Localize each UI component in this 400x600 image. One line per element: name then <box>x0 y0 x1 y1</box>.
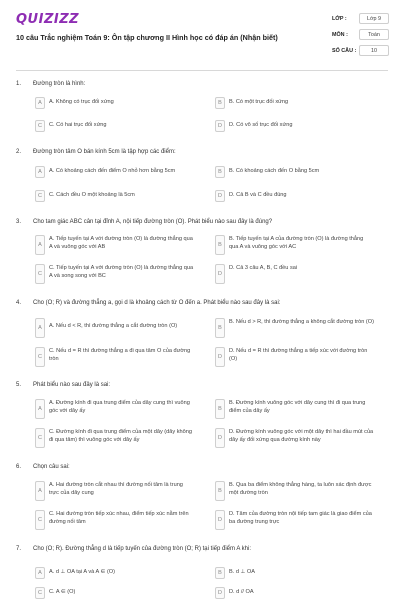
option-text: B. d ⊥ OA <box>229 569 256 575</box>
meta-class-value: Lớp 9 <box>359 13 389 24</box>
meta-subject-label: MÔN : <box>332 32 348 38</box>
option-text: D. Đường kính vuông góc với một dây thì hai đầu mút của dây ấy đối xứng qua đường kính này <box>229 429 374 443</box>
option-text: A. Đường kính đi qua trung điểm của dây cung thì vuông góc với dây ấy <box>49 400 190 414</box>
option-text: D. d // OA <box>229 589 254 595</box>
option-text: B. Nếu d > R, thì đường thẳng a không cắt đường tròn (O) <box>229 319 374 325</box>
option-letter: A <box>35 235 45 255</box>
question-text: Đường tròn là hình: <box>33 81 86 87</box>
option-text: C. Tiếp tuyến tại A với đường tròn (O) là đường thẳng qua A và song song với BC <box>49 265 194 279</box>
question-number: 2. <box>16 149 22 155</box>
header <box>0 0 400 70</box>
meta-count-label: SỐ CÂU : <box>332 48 357 54</box>
option-text: A. Có khoảng cách đến điểm O nhỏ hơn bằng 5cm <box>49 168 176 174</box>
meta-count-value: 10 <box>359 45 389 56</box>
option-letter: C <box>35 428 45 448</box>
option-text: C. Nếu d = R thì đường thẳng a đi qua tâm O của đường tròn <box>49 348 191 362</box>
question-text: Phát biểu nào sau đây là sai: <box>33 382 111 388</box>
option-letter: A <box>35 567 45 579</box>
option-letter: D <box>215 190 225 202</box>
option-text: C. Đường kính đi qua trung điểm của một dây (dây không đi qua tâm) thì vuông góc với dây ấy <box>49 429 192 443</box>
option-letter: D <box>215 428 225 448</box>
question-text: Chọn câu sai: <box>33 464 70 470</box>
option-letter: D <box>215 587 225 599</box>
option-text: B. Tiếp tuyến tại A của đường tròn (O) là đường thẳng qua A và vuông góc với AC <box>229 236 364 250</box>
option-letter: B <box>215 481 225 501</box>
option-text: D. Cả B và C đều đúng <box>229 192 287 198</box>
option-text: C. Cách đều O một khoảng là 5cm <box>49 192 135 198</box>
option-text: D. Nếu d = R thì đường thẳng a tiếp xúc với đường tròn (O) <box>229 348 368 362</box>
option-text: B. Đường kính vuông góc với dây cung thì đi qua trung điểm của dây ấy <box>229 400 366 414</box>
option-text: D. Có vô số trục đối xứng <box>229 122 293 128</box>
option-letter: D <box>215 510 225 530</box>
option-letter: A <box>35 97 45 109</box>
meta-count <box>332 45 390 57</box>
option-text: B. Có khoảng cách đến O bằng 5cm <box>229 168 320 174</box>
option-text: A. Hai đường tròn cắt nhau thì đường nối tâm là trung trực của dây cung <box>49 482 183 496</box>
option-letter: B <box>215 567 225 579</box>
option-text: A. Nếu d < R, thì đường thẳng a cắt đường tròn (O) <box>49 323 178 329</box>
option-letter: B <box>215 399 225 419</box>
question-text: Đường tròn tâm O bán kính 5cm là tập hợp các điểm: <box>33 149 176 155</box>
option-letter: C <box>35 190 45 202</box>
option-text: B. Có một trục đối xứng <box>229 99 289 105</box>
option-text: A. Không có trục đối xứng <box>49 99 114 105</box>
option-letter: C <box>35 264 45 284</box>
meta-class <box>332 13 390 25</box>
option-text: C. A ∈ (O) <box>49 589 76 595</box>
question-number: 3. <box>16 219 22 225</box>
option-letter: B <box>215 235 225 255</box>
option-letter: B <box>215 318 225 338</box>
question-number: 1. <box>16 81 22 87</box>
option-letter: C <box>35 120 45 132</box>
option-text: C. Hai đường tròn tiếp xúc nhau, điểm tiếp xúc nằm trên đường nối tâm <box>49 511 189 525</box>
option-text: D. Tâm của đường tròn nội tiếp tam giác là giao điểm của ba đường trung trực <box>229 511 372 525</box>
question-number: 4. <box>16 300 22 306</box>
option-letter: D <box>215 120 225 132</box>
option-text: A. Tiếp tuyến tại A với đường tròn (O) là đường thẳng qua A và vuông góc với AB <box>49 236 193 250</box>
option-text: A. d ⊥ OA tại A và A ∈ (O) <box>49 569 116 575</box>
option-text: C. Có hai trục đối xứng <box>49 122 107 128</box>
option-letter: C <box>35 510 45 530</box>
question-text: Cho (O; R). Đường thẳng d là tiếp tuyến của đường tròn (O; R) tại tiếp điểm A khi: <box>33 546 252 552</box>
option-letter: C <box>35 587 45 599</box>
question-number: 7. <box>16 546 22 552</box>
meta-subject-value: Toán <box>359 29 389 40</box>
question-text: Cho tam giác ABC cân tại đỉnh A, nội tiếp đường tròn (O). Phát biểu nào sau đây là đúng? <box>33 219 273 225</box>
quizizz-logo: QUIZIZZ <box>16 12 80 27</box>
option-letter: A <box>35 481 45 501</box>
option-text: B. Qua ba điểm không thẳng hàng, ta luôn xác định được một đường tròn <box>229 482 372 496</box>
option-letter: A <box>35 399 45 419</box>
meta-class-label: LỚP : <box>332 16 347 22</box>
question-number: 6. <box>16 464 22 470</box>
page-title: 10 câu Trắc nghiệm Toán 9: Ôn tập chương II Hình học có đáp án (Nhận biết) <box>16 33 278 42</box>
header-divider <box>16 70 388 71</box>
option-letter: D <box>215 347 225 367</box>
option-letter: B <box>215 97 225 109</box>
option-letter: A <box>35 166 45 178</box>
option-text: D. Cả 3 câu A, B, C đều sai <box>229 265 298 271</box>
question-number: 5. <box>16 382 22 388</box>
meta-subject <box>332 29 390 41</box>
option-letter: C <box>35 347 45 367</box>
option-letter: A <box>35 318 45 338</box>
option-letter: D <box>215 264 225 284</box>
option-letter: B <box>215 166 225 178</box>
question-text: Cho (O; R) và đường thẳng a, gọi d là khoảng cách từ O đến a. Phát biểu nào sau đây là sai: <box>33 300 281 306</box>
